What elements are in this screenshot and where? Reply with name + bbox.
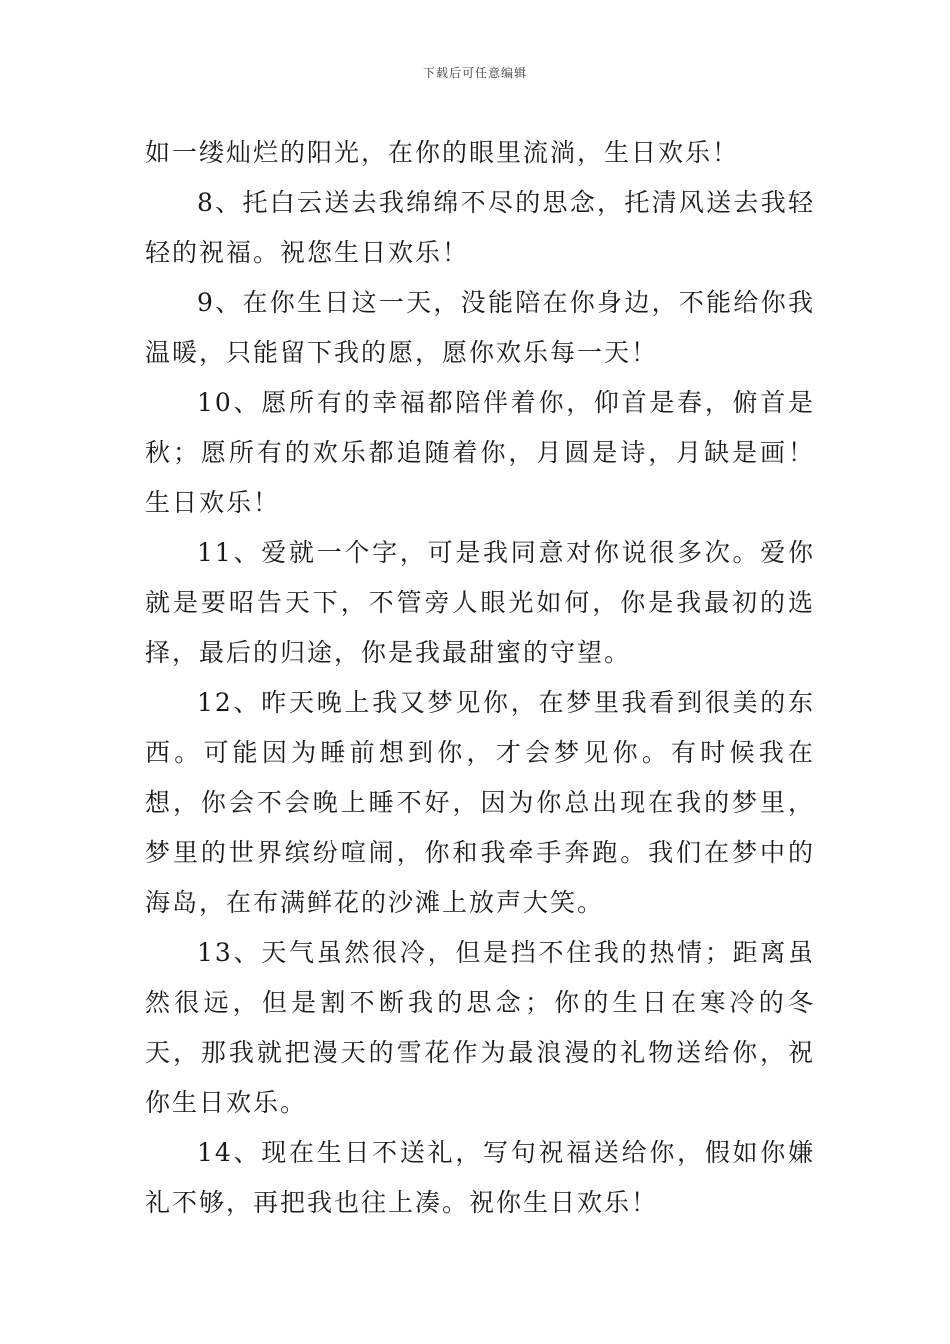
page-header: 下载后可任意编辑 (422, 66, 527, 80)
paragraph-item-8: 8、托白云送去我绵绵不尽的思念，托清风送去我轻轻的祝福。祝您生日欢乐！ (145, 188, 815, 267)
paragraph-item-12: 12、昨天晚上我又梦见你，在梦里我看到很美的东西。可能因为睡前想到你，才会梦见你。有时候我在想，你会不会晚上睡不好，因为你总出现在我的梦里，梦里的世界缤纷喧闹，你和我牵手奔跑。我们在梦中的海岛，在布满鲜花的沙滩上放声大笑。 (145, 688, 815, 917)
paragraph-item-14: 14、现在生日不送礼，写句祝福送给你，假如你嫌礼不够，再把我也往上凑。祝你生日欢乐！ (145, 1138, 815, 1217)
document-body (145, 128, 815, 1228)
paragraph-continuation: 如一缕灿烂的阳光，在你的眼里流淌，生日欢乐！ (145, 138, 740, 167)
paragraph-item-10: 10、愿所有的幸福都陪伴着你，仰首是春，俯首是秋；愿所有的欢乐都追随着你，月圆是诗，月缺是画！生日欢乐！ (145, 388, 815, 517)
paragraph-item-11: 11、爱就一个字，可是我同意对你说很多次。爱你就是要昭告天下，不管旁人眼光如何，你是我最初的选择，最后的归途，你是我最甜蜜的守望。 (145, 538, 815, 667)
paragraph-item-9: 9、在你生日这一天，没能陪在你身边，不能给你我温暖，只能留下我的愿，愿你欢乐每一天！ (145, 288, 815, 367)
paragraph-item-13: 13、天气虽然很冷，但是挡不住我的热情；距离虽然很远，但是割不断我的思念；你的生日在寒冷的冬天，那我就把漫天的雪花作为最浪漫的礼物送给你，祝你生日欢乐。 (145, 938, 815, 1117)
